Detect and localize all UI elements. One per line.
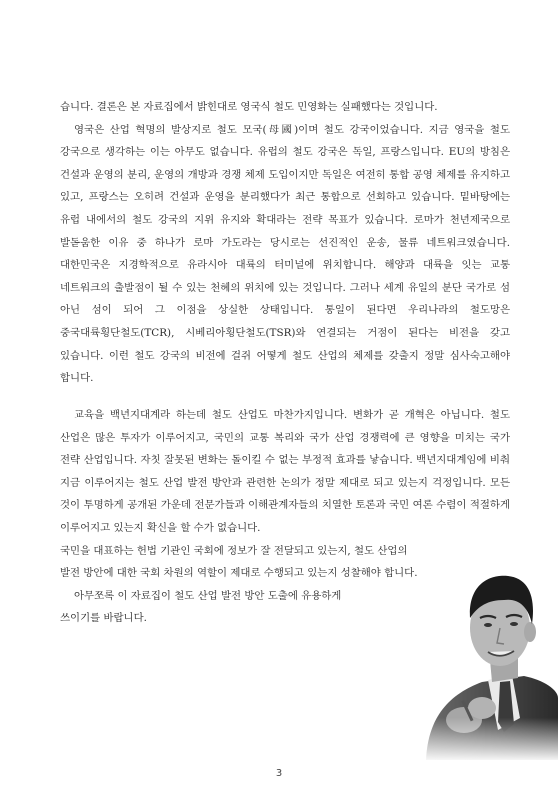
paragraph-education-analogy: 교육을 백년지대계라 하는데 철도 산업도 마찬가지입니다. 변화가 곧 개혁은 아닙니다. 철도 산업은 많은 투자가 이루어지고, 국민의 교통 복리와 국가 산업 경쟁력에 큰 영향을 미치는 국가 전략 산업입니다. 자칫 잘못된 변화는 돌이킬 수 없는 부정적 효과를 낳습니다. 백년지대계임에 비춰 지금 이루어지는 철도 산업 발전 방안과 관련한 논의가 정말 제대로 되고 있는지 걱정입니다. 모든 것이 투명하게 공개된 가운데 전문가들과 이해관계자들의 치열한 토론과 국민 여론 수렴이 적절하게 이루어지고 있는지 확신을 할 수가 없습니다. [60,409,510,534]
body-section-1 [60,96,510,390]
paragraph-national-assembly-line-2: 발전 방안에 대한 국회 차원의 역할이 제대로 수행되고 있는지 성찰해야 합니다. [60,567,418,580]
paragraph-national-assembly-line-1: 국민을 대표하는 헌법 기관인 국회에 정보가 잘 전달되고 있는지, 철도 산업의 [60,544,408,557]
continued-line: 습니다. 결론은 본 자료집에서 밝힌대로 영국식 철도 민영화는 실패했다는 것입니다. [60,101,438,113]
author-portrait [420,548,558,760]
author-portrait-image [420,548,558,760]
paragraph-railway-power: 영국은 산업 혁명의 발상지로 철도 모국(母國)이며 철도 강국이었습니다. 지금 영국을 철도 강국으로 생각하는 이는 아무도 없습니다. 유럽의 철도 강국은 독일, 프랑스입니다. EU의 방침은 건설과 운영의 분리, 운영의 개방과 경쟁 체제 도입이지만 독일은 여전히 통합 공영 체제를 유지하고 있고, 프랑스는 오히려 건설과 운영을 분리했다가 최근 통합으로 선회하고 있습니다. 밑바탕에는 유럽 내에서의 철도 강국의 지위 유지와 확대라는 전략 목표가 있습니다. 로마가 천년제국으로 발돋움한 이유 중 하나가 로마 가도라는 당시로는 선진적인 운송, 물류 네트워크였습니다. 대한민국은 지경학적으로 유라시아 대륙의 터미널에 위치합니다. 해양과 대륙을 잇는 교통 네트워크의 출발점이 될 수 있는 천혜의 위치에 있는 것입니다. 그러나 세계 유일의 분단 국가로 섬 아닌 섬이 되어 그 이점을 상실한 상태입니다. 통일이 된다면 우리나라의 철도망은 중국대륙횡단철도(TCR), 시베리아횡단철도(TSR)와 연결되는 거점이 된다는 비전을 갖고 있습니다. 이런 철도 강국의 비전에 걸쥐 어떻게 철도 산업의 체제를 갖출지 정말 심사숙고해야 합니다. [60,123,510,385]
page-number: 3 [275,768,283,779]
closing-line-1: 아무쪼록 이 자료집이 철도 산업 발전 방안 도출에 유용하게 [74,589,342,602]
closing-line-2: 쓰이기를 바랍니다. [60,612,147,625]
